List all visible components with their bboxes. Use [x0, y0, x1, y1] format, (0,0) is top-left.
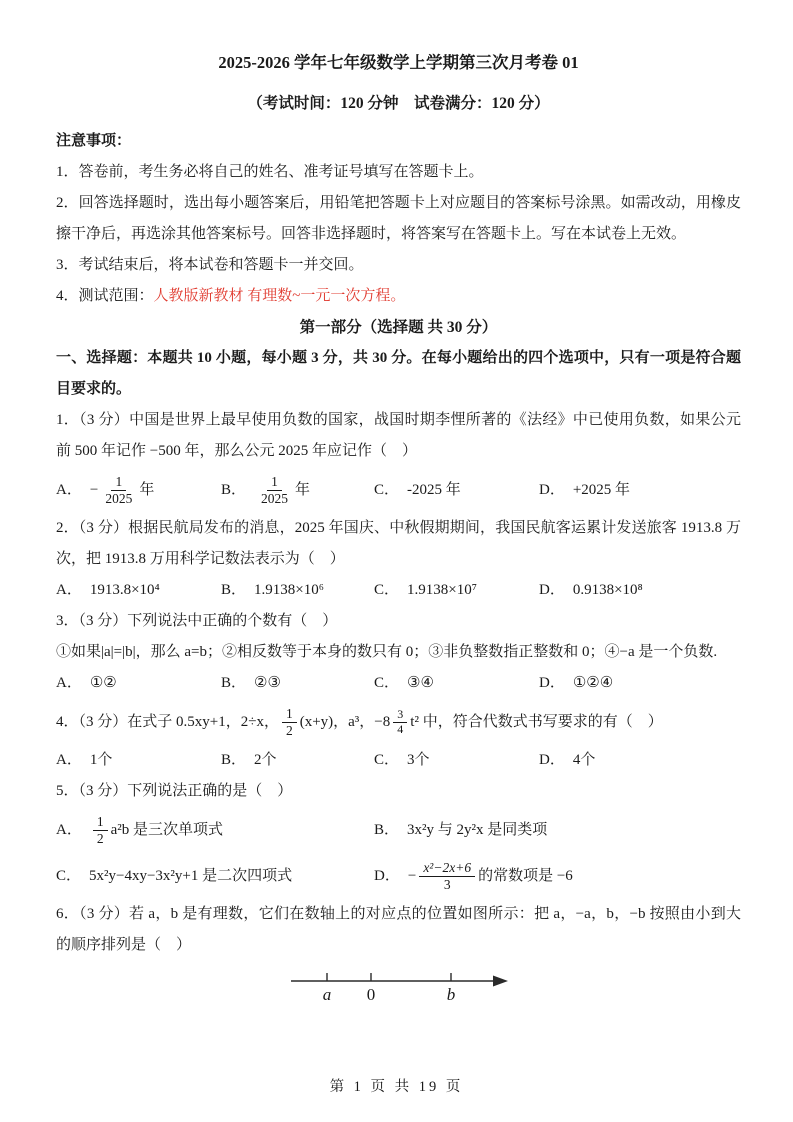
fraction: [101, 474, 136, 506]
option-text: 3x²y 与 2y²x 是同类项: [407, 821, 548, 838]
option-text: 1个: [89, 752, 113, 768]
stem-text: t² 中，符合代数式书写要求的有（ ）: [410, 713, 663, 730]
fraction-denominator: 2: [96, 830, 104, 846]
q4-option-d: [539, 745, 741, 776]
q5-option-d: [374, 860, 741, 892]
option-text: 年: [139, 481, 155, 498]
number-line-label-a: a: [322, 985, 331, 1004]
option-text: 1.9138×10⁷: [407, 582, 477, 598]
question-1-stem: 1．（3 分）中国是世界上最早使用负数的国家，战国时期李悝所著的《法经》中已使用负数，如果公元前 500 年记作 −500 年，那么公元 2025 年应记作（ ）: [56, 412, 741, 459]
notice-item-3: 3．考试结束后，将本试卷和答题卡一并交回。: [56, 257, 364, 273]
fraction: [282, 706, 297, 738]
question-2-options: [56, 575, 741, 606]
option-text: +2025 年: [572, 481, 631, 498]
option-label: B．: [221, 582, 247, 598]
fraction-numerator: 1: [282, 706, 297, 723]
q4-option-c: [374, 745, 539, 776]
number-line-label-zero: 0: [366, 985, 375, 1004]
q2-option-d: [539, 575, 741, 606]
question-5-options-row-2: [56, 853, 741, 899]
q3-option-d: [539, 668, 741, 699]
page-number-footer: 第 1 页 共 19 页: [329, 1079, 464, 1095]
fraction-numerator: 3: [393, 708, 407, 723]
question-2-stem: 2．（3 分）根据民航局发布的消息，2025 年国庆、中秋假期期间，我国民航客运累计发送旅客 1913.8 万次，把 1913.8 万用科学记数法表示为（ ）: [56, 520, 741, 567]
minus-sign: −: [89, 481, 99, 498]
option-label: C．: [374, 675, 400, 691]
question-5-stem: 5．（3 分）下列说法正确的是（ ）: [56, 783, 293, 799]
q2-option-b: [221, 575, 374, 606]
question-3-statements: ①如果|a|=|b|，那么 a=b；②相反数等于本身的数只有 0；③非负整数指正整数和 0；④−a 是一个负数.: [56, 644, 718, 660]
q4-option-a: [56, 745, 221, 776]
option-label: C．: [374, 582, 400, 598]
stem-text: (x+y)，a³，−8: [299, 713, 391, 730]
q5-option-a: [56, 814, 374, 846]
notice-item-4-prefix: 4．测试范围：: [56, 288, 154, 304]
fraction-denominator: 2025: [105, 490, 133, 506]
fraction-denominator: 4: [397, 721, 404, 736]
notice-heading: 注意事项：: [56, 133, 132, 149]
option-text: 4个: [572, 752, 596, 768]
section-1-intro: 一、选择题：本题共 10 小题，每小题 3 分，共 30 分。在每小题给出的四个选项中，只有一项是符合题目要求的。: [56, 350, 741, 397]
q5-option-c: [56, 861, 374, 892]
fraction-numerator: 1: [267, 474, 282, 491]
notice-item-4: [56, 281, 741, 312]
notice-item-4-scope: 人教版新教材 有理数~一元一次方程。: [153, 288, 406, 304]
option-text: 3个: [407, 752, 430, 768]
fraction: [257, 474, 292, 506]
question-3-options: [56, 668, 741, 699]
fraction-denominator: 2025: [261, 490, 289, 506]
notice-item-2: 2．回答选择题时，选出每小题答案后，用铅笔把答题卡上对应题目的答案标号涂黑。如需改动，用橡皮擦干净后，再选涂其他答案标号。回答非选择题时，将答案写在答题卡上。写在本试卷上无效。: [56, 195, 741, 242]
option-text: ②③: [254, 675, 281, 691]
fraction: [419, 860, 475, 892]
q5-option-b: [374, 815, 741, 846]
option-text: ③④: [407, 675, 434, 691]
notice-item-1: 1．答卷前，考生务必将自己的姓名、准考证号填写在答题卡上。: [56, 164, 484, 180]
fraction-denominator: 3: [443, 876, 451, 892]
option-text: -2025 年: [407, 481, 461, 498]
number-line-figure: [289, 967, 509, 1009]
option-text: 年: [295, 481, 311, 498]
fraction-denominator: 2: [285, 722, 293, 738]
question-4-options: [56, 745, 741, 776]
fraction: [393, 708, 407, 737]
q1-option-c: [374, 475, 539, 506]
question-1-options: [56, 467, 741, 513]
q2-option-c: [374, 575, 539, 606]
fraction: [93, 814, 108, 846]
fraction-numerator: x²−2x+6: [419, 860, 475, 877]
q1-option-d: [539, 475, 741, 506]
option-text: a²b 是三次单项式: [110, 821, 223, 838]
section-1-heading: 第一部分（选择题 共 30 分）: [299, 319, 498, 336]
option-label: A．: [56, 821, 82, 838]
exam-time-score: （考试时间：120 分钟 试卷满分：120 分）: [247, 95, 550, 112]
option-label: D．: [539, 752, 565, 768]
q3-option-c: [374, 668, 539, 699]
q4-option-b: [221, 745, 374, 776]
arrow-right-icon: [493, 976, 508, 987]
page-title: 2025-2026 学年七年级数学上学期第三次月考卷 01: [218, 53, 579, 72]
option-label: A．: [56, 481, 82, 498]
q1-option-b: [221, 474, 374, 506]
option-label: B．: [374, 821, 400, 838]
option-label: D．: [539, 582, 565, 598]
fraction-numerator: 1: [111, 474, 126, 491]
number-line-label-b: b: [446, 985, 455, 1004]
option-text: 2个: [254, 752, 277, 768]
q3-option-a: [56, 668, 221, 699]
option-text: 0.9138×10⁸: [572, 582, 643, 598]
q3-option-b: [221, 668, 374, 699]
option-text: 1.9138×10⁶: [254, 582, 324, 598]
question-6-stem: 6．（3 分）若 a，b 是有理数，它们在数轴上的对应点的位置如图所示：把 a，−a，b，−b 按照由小到大的顺序排列是（ ）: [56, 906, 741, 953]
option-label: B．: [221, 752, 247, 768]
option-label: A．: [56, 582, 82, 598]
question-4-stem: [56, 699, 741, 745]
option-label: B．: [221, 675, 247, 691]
option-label: C．: [374, 752, 400, 768]
fraction-numerator: 1: [93, 814, 108, 831]
option-text: ①②④: [572, 675, 614, 691]
option-text: 5x²y−4xy−3x²y+1 是二次四项式: [89, 867, 293, 884]
option-label: A．: [56, 752, 82, 768]
option-text: 的常数项是 −6: [478, 867, 573, 884]
stem-text: 4．（3 分）在式子 0.5xy+1，2÷x，: [56, 713, 279, 730]
minus-sign: −: [407, 867, 417, 884]
option-text: 1913.8×10⁴: [89, 582, 160, 598]
option-label: D．: [539, 675, 565, 691]
option-label: A．: [56, 675, 82, 691]
option-label: C．: [374, 481, 400, 498]
option-text: ①②: [89, 675, 117, 691]
q1-option-a: [56, 474, 221, 506]
option-label: D．: [374, 867, 400, 884]
q2-option-a: [56, 575, 221, 606]
option-label: C．: [56, 867, 82, 884]
question-6-figure: [56, 967, 741, 1009]
option-label: B．: [221, 481, 247, 498]
question-5-options-row-1: [56, 807, 741, 853]
question-3-stem: 3．（3 分）下列说法中正确的个数有（ ）: [56, 613, 338, 629]
option-label: D．: [539, 481, 565, 498]
